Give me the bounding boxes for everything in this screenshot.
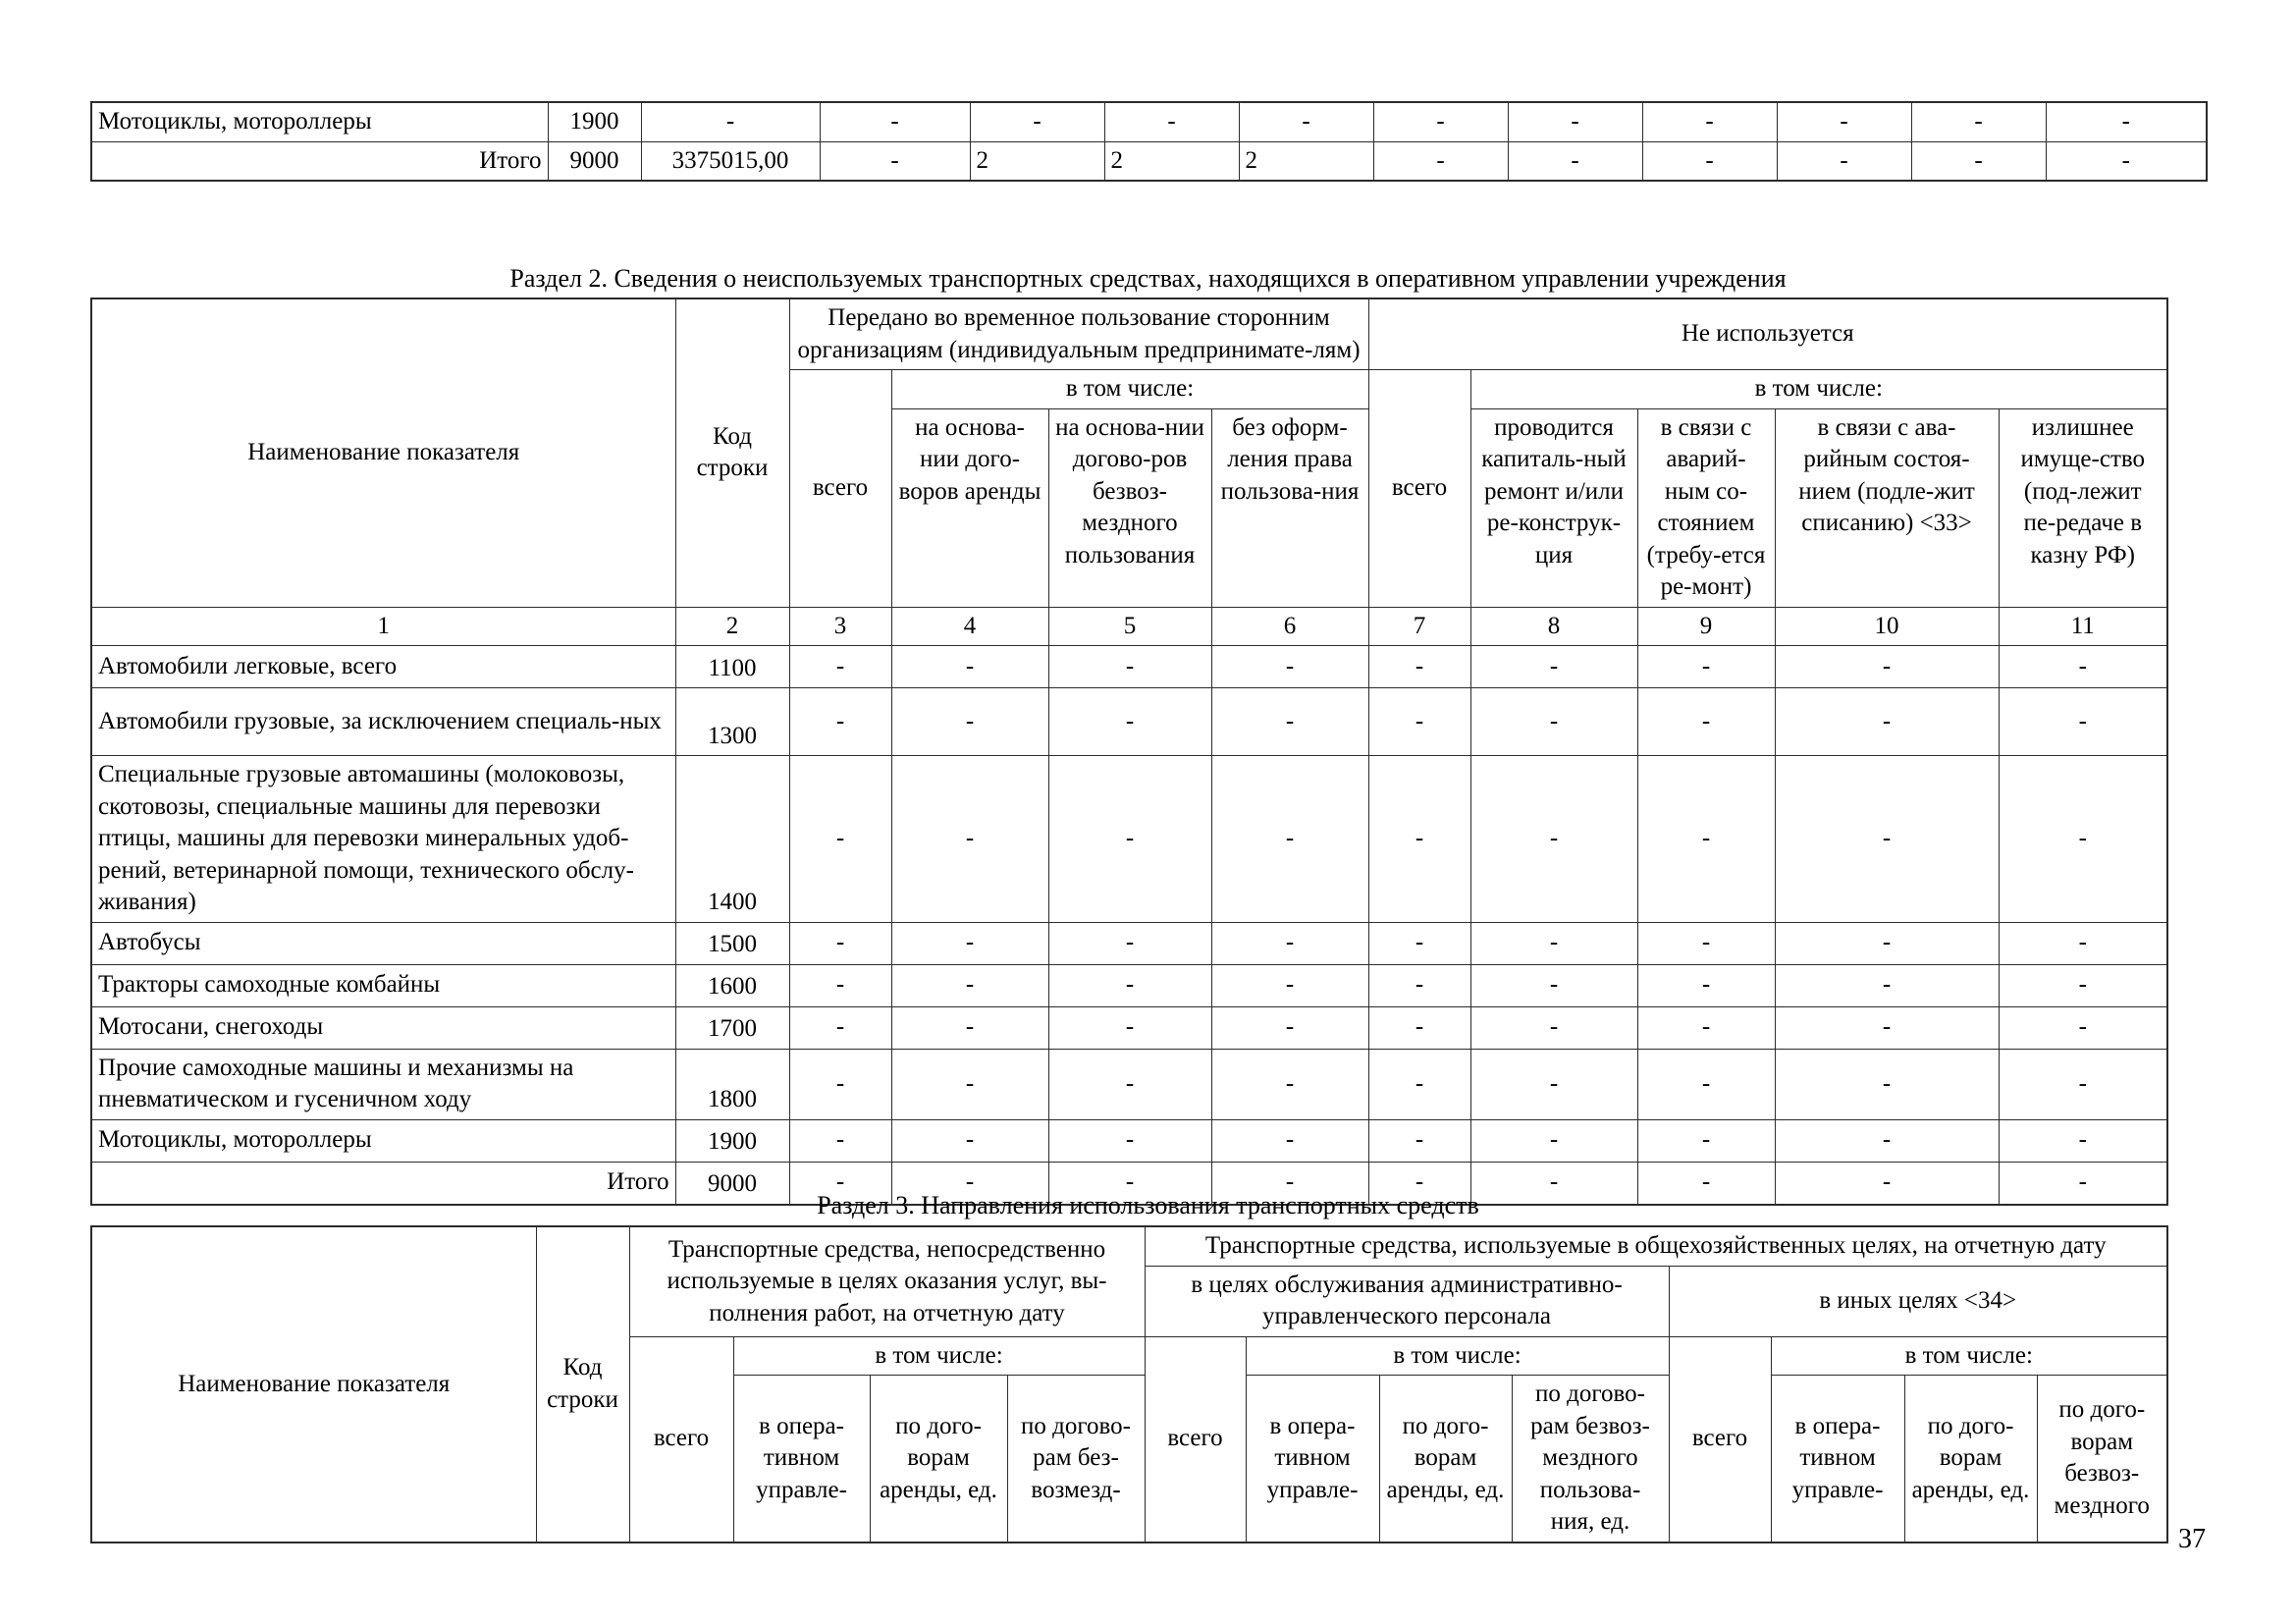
header-sub-direct-free-use: по догово-рам без-возмезд- xyxy=(1007,1376,1145,1543)
cell-value: - xyxy=(891,922,1048,964)
header-sub-admin-free-use: по догово-рам безвоз-мездного пользова-ния, ед. xyxy=(1512,1376,1669,1543)
cell-value: - xyxy=(1637,964,1775,1006)
section-3-title: Раздел 3. Направления использования транспортных средств xyxy=(817,1191,1479,1219)
header-sub-capital-repair: проводится капиталь-ный ремонт и/или ре-конструк-ция xyxy=(1470,408,1637,607)
cell-value: - xyxy=(891,756,1048,923)
cell-value: - xyxy=(1368,1119,1470,1162)
cell-value: - xyxy=(820,141,970,181)
row-label: Автомобили грузовые, за исключением специаль-ных xyxy=(91,688,675,756)
cell-value: - xyxy=(1775,922,1999,964)
cell-value: - xyxy=(789,964,891,1006)
cell-value: - xyxy=(970,102,1104,141)
column-number: 5 xyxy=(1048,607,1211,646)
cell-value: - xyxy=(891,1049,1048,1119)
row-code: 1600 xyxy=(675,964,789,1006)
table-row xyxy=(91,1119,2167,1162)
header-sub-admin-lease: по дого-ворам аренды, ед. xyxy=(1379,1376,1512,1543)
header-sub-other-operational: в опера-тивном управле- xyxy=(1771,1376,1904,1543)
cell-value: - xyxy=(1642,102,1777,141)
cell-value: - xyxy=(1211,1049,1368,1119)
header-group-unused: Не используется xyxy=(1368,298,2167,370)
cell-value: - xyxy=(1048,688,1211,756)
cell-value: - xyxy=(1470,1006,1637,1049)
column-number: 4 xyxy=(891,607,1048,646)
table-row xyxy=(91,688,2167,756)
table-row xyxy=(91,922,2167,964)
cell-value: - xyxy=(789,756,891,923)
cell-value: - xyxy=(1999,1162,2167,1205)
table-2-head xyxy=(91,298,2167,646)
table-1-continuation-wrapper xyxy=(90,101,2206,182)
table-2-body xyxy=(91,646,2167,1205)
cell-value: - xyxy=(1048,922,1211,964)
row-label-total: Итого xyxy=(91,141,548,181)
cell-value: - xyxy=(1777,141,1911,181)
cell-value: - xyxy=(1999,646,2167,688)
header-total-direct: всего xyxy=(629,1336,733,1543)
header-total-unused: всего xyxy=(1368,370,1470,608)
cell-value: - xyxy=(2046,102,2207,141)
cell-value: - xyxy=(1637,688,1775,756)
table-3-wrapper xyxy=(90,1225,2206,1543)
header-sub-other-lease: по дого-ворам аренды, ед. xyxy=(1904,1376,2037,1543)
row-label: Тракторы самоходные комбайны xyxy=(91,964,675,1006)
header-including-unused: в том числе: xyxy=(1470,370,2167,409)
cell-value: - xyxy=(1368,756,1470,923)
cell-value: - xyxy=(1911,141,2046,181)
cell-value: - xyxy=(1637,922,1775,964)
header-name-col: Наименование показателя xyxy=(91,1226,536,1543)
cell-value: - xyxy=(1368,964,1470,1006)
cell-value: - xyxy=(1775,1162,1999,1205)
cell-value: - xyxy=(1775,688,1999,756)
cell-value: - xyxy=(1999,756,2167,923)
header-sub-direct-operational: в опера-тивном управле- xyxy=(733,1376,870,1543)
cell-value: - xyxy=(1048,1006,1211,1049)
table-row-total xyxy=(91,141,2207,181)
header-total-transferred: всего xyxy=(789,370,891,608)
cell-value: - xyxy=(1368,1049,1470,1119)
header-sub-lease-contracts: на основа-нии дого-воров аренды xyxy=(891,408,1048,607)
table-row xyxy=(91,964,2167,1006)
column-number: 9 xyxy=(1637,607,1775,646)
cell-value: - xyxy=(789,1006,891,1049)
cell-value: - xyxy=(1775,964,1999,1006)
table-row xyxy=(91,646,2167,688)
row-code: 1900 xyxy=(675,1119,789,1162)
cell-value: - xyxy=(891,688,1048,756)
table-unused-vehicles xyxy=(90,298,2168,1206)
cell-value: - xyxy=(1470,1162,1637,1205)
cell-value: - xyxy=(1775,1119,1999,1162)
header-including-transferred: в том числе: xyxy=(891,370,1368,409)
cell-value: - xyxy=(1368,688,1470,756)
row-code: 1500 xyxy=(675,922,789,964)
column-number: 10 xyxy=(1775,607,1999,646)
header-sub-direct-lease: по дого-ворам аренды, ед. xyxy=(870,1376,1007,1543)
cell-value: 2 xyxy=(970,141,1104,181)
column-number: 1 xyxy=(91,607,675,646)
cell-value: - xyxy=(1048,1119,1211,1162)
table-2-column-numbers-row xyxy=(91,607,2167,646)
header-group-other-purposes: в иных целях <34> xyxy=(1669,1266,2167,1336)
table-vehicles-continuation xyxy=(90,101,2208,182)
cell-value: - xyxy=(1368,922,1470,964)
column-number: 2 xyxy=(675,607,789,646)
row-label: Мотоциклы, мотороллеры xyxy=(91,1119,675,1162)
cell-value: - xyxy=(1373,141,1508,181)
header-sub-excess-property: излишнее имуще-ство (под-лежит пе-редаче в казну РФ) xyxy=(1999,408,2167,607)
header-including-other: в том числе: xyxy=(1771,1336,2167,1376)
header-code-col: Код строки xyxy=(675,298,789,607)
table-2-header-row-1 xyxy=(91,298,2167,370)
cell-value: - xyxy=(789,1049,891,1119)
column-number: 11 xyxy=(1999,607,2167,646)
cell-value: - xyxy=(1211,964,1368,1006)
table-row xyxy=(91,1006,2167,1049)
cell-value: - xyxy=(1470,646,1637,688)
cell-value: - xyxy=(1911,102,2046,141)
row-label: Мотосани, снегоходы xyxy=(91,1006,675,1049)
cell-value: - xyxy=(1637,1006,1775,1049)
cell-value: - xyxy=(1211,688,1368,756)
cell-value: - xyxy=(1999,1006,2167,1049)
row-label: Прочие самоходные машины и механизмы на пневматическом и гусеничном ходу xyxy=(91,1049,675,1119)
cell-value: - xyxy=(2046,141,2207,181)
cell-value: - xyxy=(789,922,891,964)
table-1-body xyxy=(91,102,2207,181)
table-3-header-row-1 xyxy=(91,1226,2167,1266)
row-code: 9000 xyxy=(675,1162,789,1205)
cell-value: - xyxy=(1239,102,1373,141)
cell-value: - xyxy=(1637,1162,1775,1205)
header-including-direct: в том числе: xyxy=(733,1336,1145,1376)
cell-value: - xyxy=(1999,922,2167,964)
row-code: 1700 xyxy=(675,1006,789,1049)
cell-value: - xyxy=(1104,102,1239,141)
section-2-title: Раздел 2. Сведения о неиспользуемых транспортных средствах, находящихся в оперативном управлении учреждения xyxy=(509,264,1787,293)
cell-value: - xyxy=(1637,756,1775,923)
cell-value: - xyxy=(1211,1119,1368,1162)
cell-value: - xyxy=(1775,1006,1999,1049)
row-code: 1800 xyxy=(675,1049,789,1119)
cell-value: - xyxy=(1470,688,1637,756)
row-label: Автобусы xyxy=(91,922,675,964)
cell-value: 3375015,00 xyxy=(641,141,820,181)
cell-value: - xyxy=(1470,922,1637,964)
section-2-title-wrapper xyxy=(90,263,2206,294)
cell-value: - xyxy=(891,646,1048,688)
cell-value: - xyxy=(891,964,1048,1006)
cell-value: - xyxy=(1048,1162,1211,1205)
section-3-title-wrapper xyxy=(90,1190,2206,1220)
header-name-col: Наименование показателя xyxy=(91,298,675,607)
cell-value: - xyxy=(1211,1006,1368,1049)
cell-value: - xyxy=(1777,102,1911,141)
row-code: 1400 xyxy=(675,756,789,923)
cell-value: - xyxy=(789,1162,891,1205)
cell-value: - xyxy=(1775,646,1999,688)
header-total-admin: всего xyxy=(1145,1336,1246,1543)
row-label-total: Итого xyxy=(91,1162,675,1205)
cell-value: - xyxy=(1368,1006,1470,1049)
cell-value: - xyxy=(891,1162,1048,1205)
cell-value: - xyxy=(789,646,891,688)
cell-value: - xyxy=(1368,1162,1470,1205)
header-sub-emergency-repair: в связи с аварий-ным со-стоянием (требу-ется ре-монт) xyxy=(1637,408,1775,607)
cell-value: - xyxy=(1211,1162,1368,1205)
column-number: 3 xyxy=(789,607,891,646)
cell-value: - xyxy=(1211,756,1368,923)
cell-value: - xyxy=(1999,1049,2167,1119)
header-sub-other-free-use: по дого-ворам безвоз-мездного xyxy=(2037,1376,2167,1543)
row-code: 1100 xyxy=(675,646,789,688)
table-3-head xyxy=(91,1226,2167,1543)
cell-value: - xyxy=(820,102,970,141)
cell-value: - xyxy=(1508,141,1642,181)
header-group-general-use: Транспортные средства, используемые в общехозяйственных целях, на отчетную дату xyxy=(1145,1226,2167,1266)
cell-value: - xyxy=(1211,922,1368,964)
header-total-other: всего xyxy=(1669,1336,1771,1543)
cell-value: - xyxy=(1470,756,1637,923)
header-code-col: Код строки xyxy=(536,1226,629,1543)
cell-value: - xyxy=(1048,646,1211,688)
cell-value: - xyxy=(789,1119,891,1162)
cell-value: - xyxy=(1642,141,1777,181)
cell-value: - xyxy=(1373,102,1508,141)
cell-value: - xyxy=(891,1119,1048,1162)
cell-value: - xyxy=(1999,1119,2167,1162)
cell-value: - xyxy=(789,688,891,756)
row-label: Автомобили легковые, всего xyxy=(91,646,675,688)
row-code: 9000 xyxy=(548,141,641,181)
column-number: 7 xyxy=(1368,607,1470,646)
cell-value: - xyxy=(1211,646,1368,688)
cell-value: - xyxy=(1775,756,1999,923)
header-sub-admin-operational: в опера-тивном управле- xyxy=(1246,1376,1379,1543)
cell-value: - xyxy=(891,1006,1048,1049)
header-sub-without-rights: без оформ-ления права пользова-ния xyxy=(1211,408,1368,607)
header-including-admin: в том числе: xyxy=(1246,1336,1669,1376)
header-sub-free-use-contracts: на основа-нии догово-ров безвоз-мездного пользования xyxy=(1048,408,1211,607)
table-row xyxy=(91,1049,2167,1119)
row-label: Специальные грузовые автомашины (молоковозы, скотовозы, специальные машины для перевозки птицы, машины для перевозки минеральных удоб-рений, ветеринарной помощи, технического обслу-живания) xyxy=(91,756,675,923)
cell-value: - xyxy=(1508,102,1642,141)
cell-value: 2 xyxy=(1239,141,1373,181)
row-code: 1900 xyxy=(548,102,641,141)
page-number: 37 xyxy=(2178,1524,2206,1554)
cell-value: - xyxy=(1048,1049,1211,1119)
cell-value: - xyxy=(1470,964,1637,1006)
cell-value: - xyxy=(1470,1049,1637,1119)
cell-value: - xyxy=(1048,964,1211,1006)
header-group-direct-use: Транспортные средства, непосредственно используемые в целях оказания услуг, вы-полнения работ, на отчетную дату xyxy=(629,1226,1145,1336)
header-group-transferred: Передано во временное пользование сторонним организациям (индивидуальным предпринимате-лям) xyxy=(789,298,1368,370)
cell-value: - xyxy=(1048,756,1211,923)
cell-value: 2 xyxy=(1104,141,1239,181)
row-code: 1300 xyxy=(675,688,789,756)
table-2-wrapper xyxy=(90,298,2206,1206)
cell-value: - xyxy=(1637,646,1775,688)
cell-value: - xyxy=(1368,646,1470,688)
table-row xyxy=(91,756,2167,923)
header-sub-emergency-writeoff: в связи с ава-рийным состоя-нием (подле-жит списанию) <33> xyxy=(1775,408,1999,607)
table-row xyxy=(91,102,2207,141)
cell-value: - xyxy=(1775,1049,1999,1119)
cell-value: - xyxy=(1999,964,2167,1006)
header-group-admin-service: в целях обслуживания административно-управленческого персонала xyxy=(1145,1266,1669,1336)
row-label: Мотоциклы, мотороллеры xyxy=(91,102,548,141)
cell-value: - xyxy=(641,102,820,141)
column-number: 8 xyxy=(1470,607,1637,646)
cell-value: - xyxy=(1999,688,2167,756)
cell-value: - xyxy=(1637,1119,1775,1162)
cell-value: - xyxy=(1470,1119,1637,1162)
table-vehicle-usage-directions xyxy=(90,1225,2168,1543)
column-number: 6 xyxy=(1211,607,1368,646)
cell-value: - xyxy=(1637,1049,1775,1119)
